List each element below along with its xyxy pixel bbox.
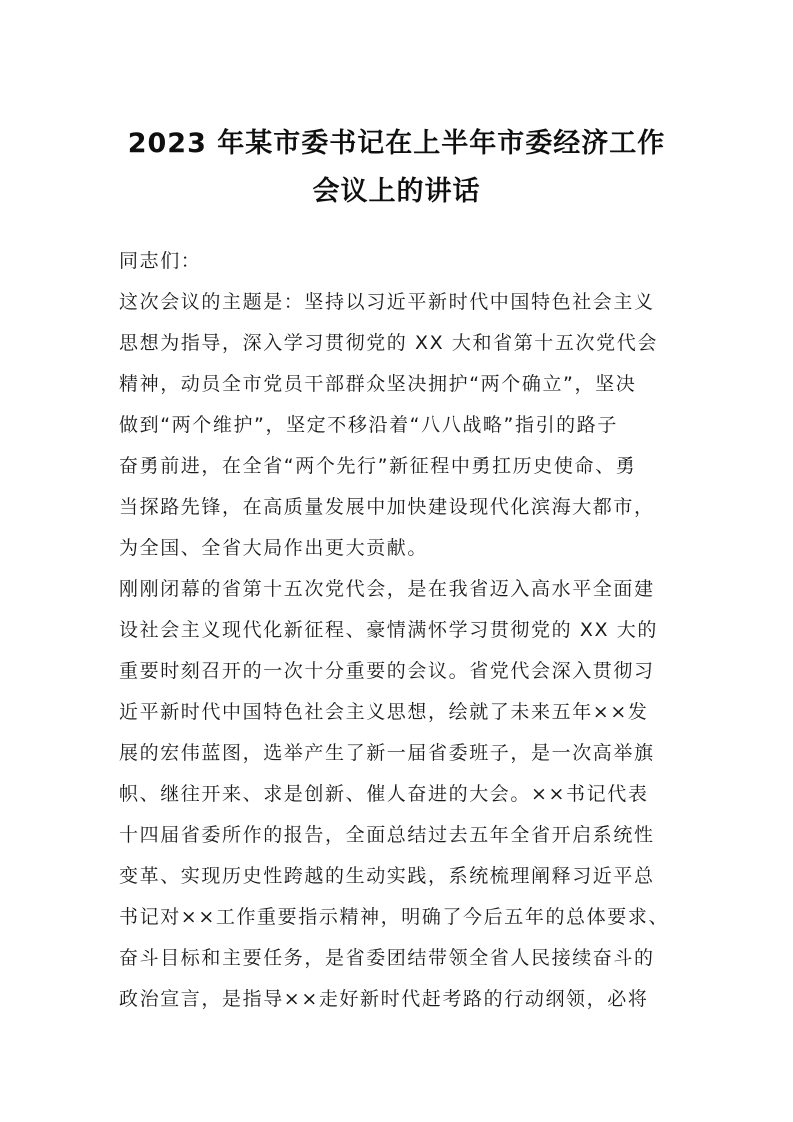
document-title-line-2: 会议上的讲话 [312,176,481,207]
body-line: 奋斗目标和主要任务，是省委团结带领全省人民接续奋斗的 [119,947,655,969]
body-line: 奋勇前进，在全省“两个先行”新征程中勇扛历史使命、勇 [119,455,637,477]
salutation: 同志们： [119,250,202,272]
body-line: 变革、实现历史性跨越的生动实践，系统梳理阐释习近平总 [119,865,655,887]
body-line: 书记对××工作重要指示精神，明确了今后五年的总体要求、 [119,906,670,928]
body-line: 帜、继往开来、求是创新、催人奋进的大会。××书记代表 [119,783,649,805]
body-line: 思想为指导，深入学习贯彻党的 XX 大和省第十五次党代会 [119,332,658,354]
body-line: 展的宏伟蓝图，选举产生了新一届省委班子，是一次高举旗 [119,742,655,764]
body-line: 近平新时代中国特色社会主义思想，绘就了未来五年××发 [119,701,649,723]
body-line: 十四届省委所作的报告，全面总结过去五年全省开启系统性 [119,824,655,846]
body-line: 当探路先锋，在高质量发展中加快建设现代化滨海大都市， [119,496,655,518]
body-line: 精神，动员全市党员干部群众坚决拥护“两个确立”，坚决 [119,373,637,395]
document-title-line-1: 2023 年某市委书记在上半年市委经济工作 [127,128,666,159]
body-line: 为全国、全省大局作出更大贡献。 [119,537,429,559]
body-line: 做到“两个维护”，坚定不移沿着“八八战略”指引的路子 [119,414,618,436]
body-line: 这次会议的主题是：坚持以习近平新时代中国特色社会主义 [119,291,655,313]
body-line: 设社会主义现代化新征程、豪情满怀学习贯彻党的 XX 大的 [119,619,658,641]
body-line: 政治宣言，是指导××走好新时代赶考路的行动纲领，必将 [119,988,649,1010]
body-line: 重要时刻召开的一次十分重要的会议。省党代会深入贯彻习 [119,660,655,682]
body-line: 刚刚闭幕的省第十五次党代会，是在我省迈入高水平全面建 [119,578,655,600]
